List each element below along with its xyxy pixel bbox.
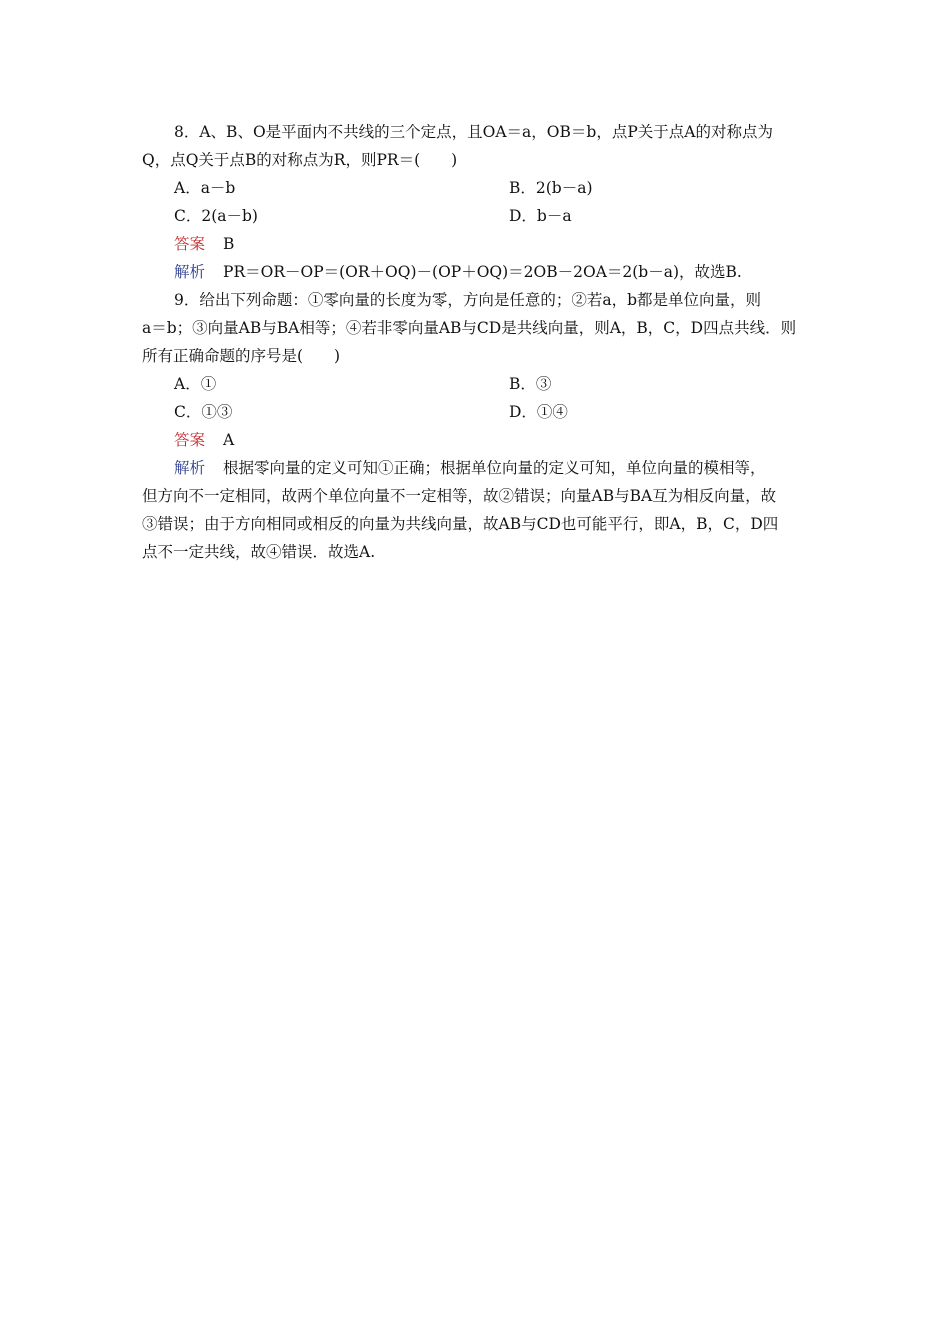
q9-option-c: C．①③ xyxy=(174,403,233,421)
q9-explanation-line-4: 点不一定共线，故④错误．故选A. xyxy=(142,543,376,561)
answer-label: 答案 xyxy=(174,431,206,449)
q9-stem-line-3: 所有正确命题的序号是( ) xyxy=(142,347,341,365)
explanation-text: PR＝OR－OP＝(OR＋OQ)－(OP＋OQ)＝2OB－2OA＝2(b－a)，故选B. xyxy=(223,263,742,281)
q9-option-d: D．①④ xyxy=(509,403,568,421)
explanation-text: 根据零向量的定义可知①正确；根据单位向量的定义可知，单位向量的模相等， xyxy=(223,459,766,477)
answer-value: A xyxy=(223,431,235,449)
q8-option-c: C．2(a－b) xyxy=(174,207,258,225)
q9-explanation-line-3: ③错误；由于方向相同或相反的向量为共线向量，故AB与CD也可能平行，即A，B，C，D四 xyxy=(142,515,779,533)
answer-value: B xyxy=(223,235,235,253)
q8-option-d: D．b－a xyxy=(509,207,572,225)
q9-stem-line-1: 9．给出下列命题：①零向量的长度为零，方向是任意的；②若a，b都是单位向量，则 xyxy=(174,291,762,309)
q8-explanation xyxy=(174,258,742,286)
q8-stem-line-2: Q，点Q关于点B的对称点为R，则PR＝( ) xyxy=(142,151,458,169)
q8-option-a: A．a－b xyxy=(174,179,236,197)
q8-answer xyxy=(174,230,234,258)
explanation-label: 解析 xyxy=(174,459,206,477)
explanation-label: 解析 xyxy=(174,263,206,281)
answer-label: 答案 xyxy=(174,235,206,253)
q9-answer xyxy=(174,426,234,454)
q9-explanation-line-2: 但方向不一定相同，故两个单位向量不一定相等，故②错误；向量AB与BA互为相反向量，故 xyxy=(142,487,777,505)
q8-option-b: B．2(b－a) xyxy=(509,179,593,197)
q9-option-a: A．① xyxy=(174,375,217,393)
q8-stem-line-1: 8．A、B、O是平面内不共线的三个定点，且OA＝a，OB＝b，点P关于点A的对称点为 xyxy=(174,123,773,141)
q9-option-b: B．③ xyxy=(509,375,552,393)
q9-stem-line-2: a＝b；③向量AB与BA相等；④若非零向量AB与CD是共线向量，则A，B，C，D四点共线．则 xyxy=(142,319,797,337)
q9-explanation-line-1 xyxy=(174,454,766,482)
